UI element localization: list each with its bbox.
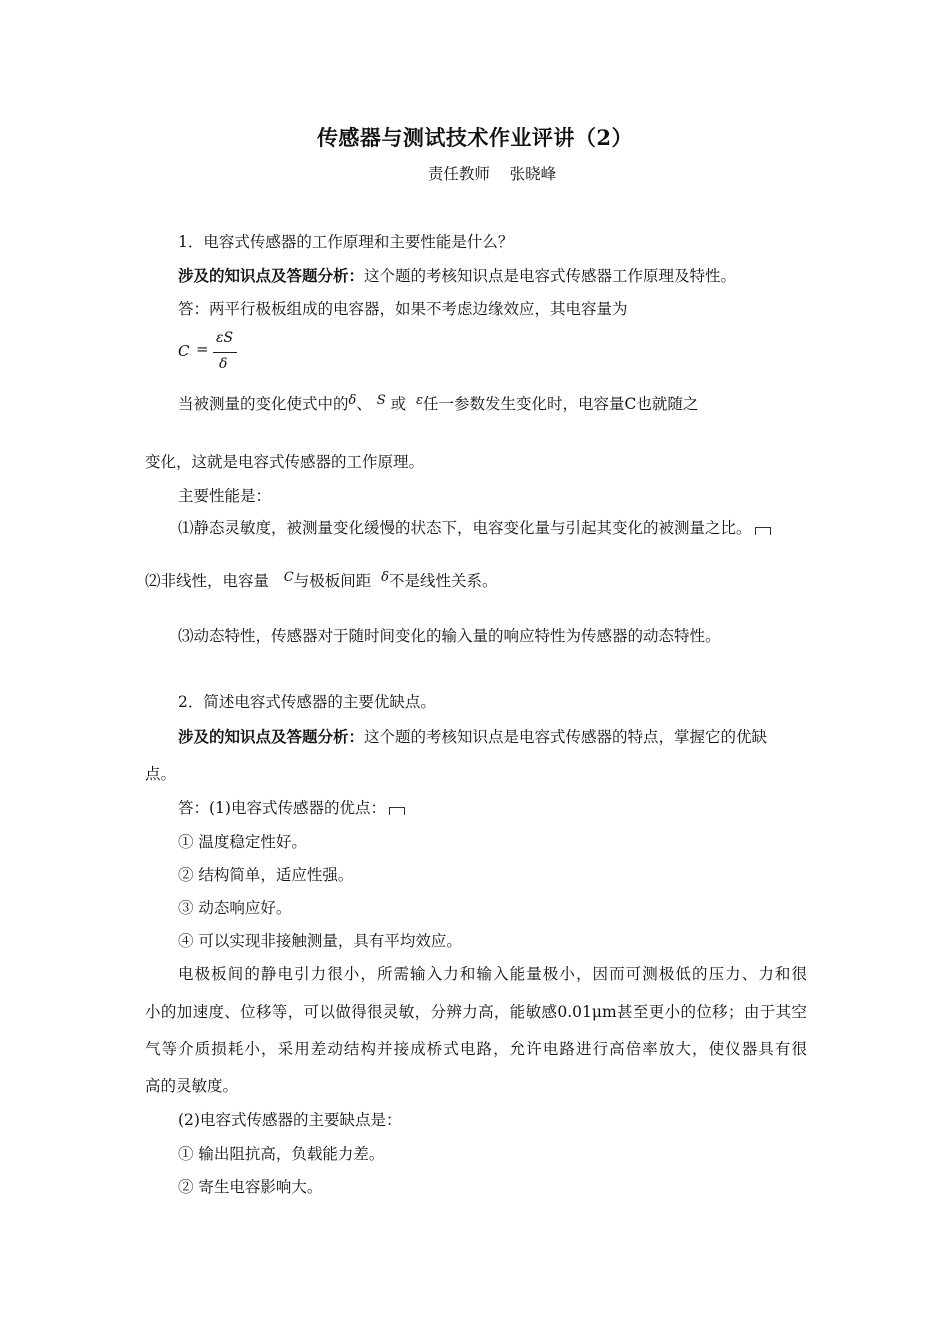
q1-analysis-text: 这个题的考核知识点是电容式传感器工作原理及特性。 [364, 267, 737, 285]
principle-text-3: 或 [390, 395, 407, 413]
formula-equals: = [196, 340, 209, 358]
principle-text-1: 当被测量的变化使式中的 [178, 395, 349, 413]
q2-dis-2: ② 寄生电容影响大。 [178, 1178, 323, 1196]
q2-question: 2．简述电容式传感器的主要优缺点。 [178, 693, 436, 711]
q2-para-line-2: 小的加速度、位移等，可以做得很灵敏，分辨力高，能敏感0.01μm甚至更小的位移；由于其空 [145, 1003, 807, 1021]
q2-adv-4: ④ 可以实现非接触测量，具有平均效应。 [178, 932, 462, 950]
q2-adv-1: ① 温度稳定性好。 [178, 833, 307, 851]
q1-perf-2 [145, 571, 497, 593]
symbol-c: C [283, 570, 294, 585]
q1-perf-heading: 主要性能是： [178, 487, 272, 505]
teacher-line [0, 162, 950, 184]
q2-analysis-label: 涉及的知识点及答题分析： [178, 727, 365, 746]
formula-lhs: C [178, 342, 190, 360]
q2-analysis-text-a: 这个题的考核知识点是电容式传感器的特点，掌握它的优缺 [364, 728, 768, 746]
q1-perf-1 [178, 518, 771, 538]
q2-dis-heading: (2)电容式传感器的主要缺点是： [178, 1111, 402, 1129]
perf-2-text-c: 不是线性关系。 [388, 572, 498, 590]
symbol-epsilon: ε [416, 393, 423, 408]
principle-text-4: 任一参数发生变化时，电容量C也就随之 [423, 395, 699, 413]
q1-answer-intro: 答：两平行极板组成的电容器，如果不考虑边缘效应，其电容量为 [178, 300, 628, 318]
teacher-label: 责任教师 [427, 165, 490, 183]
q2-dis-1: ① 输出阻抗高，负载能力差。 [178, 1145, 385, 1163]
symbol-delta-2: δ [381, 570, 389, 585]
q1-analysis-label: 涉及的知识点及答题分析： [178, 266, 365, 285]
q2-adv-2: ② 结构简单，适应性强。 [178, 866, 354, 884]
principle-text-2: 、 [356, 395, 372, 413]
teacher-name: 张晓峰 [509, 165, 557, 183]
perf-2-text-a: ⑵非线性，电容量 [145, 572, 270, 590]
q1-principle-line-b: 变化，这就是电容式传感器的工作原理。 [145, 453, 425, 471]
q1-analysis [178, 266, 736, 286]
q2-analysis-text-b: 点。 [145, 765, 177, 783]
formula-fraction-bar [213, 352, 237, 353]
q2-para-line-3: 气等介质损耗小，采用差动结构并接成桥式电路，允许电路进行高倍率放大，使仪器具有很 [145, 1040, 807, 1058]
q2-analysis [178, 727, 767, 747]
formula-numerator: εS [216, 330, 234, 346]
q2-para-line-1: 电极板间的静电引力很小，所需输入力和输入能量极小，因而可测极低的压力、力和很 [178, 965, 807, 983]
q1-principle-line-a [178, 394, 698, 416]
perf-2-text-b: 与极板间距 [293, 572, 372, 590]
q1-perf-3: ⑶动态特性，传感器对于随时间变化的输入量的响应特性为传感器的动态特性。 [178, 627, 721, 645]
perf-1-text: ⑴静态灵敏度，被测量变化缓慢的状态下，电容变化量与引起其变化的被测量之比。 [178, 519, 752, 537]
paragraph-mark-icon [389, 807, 405, 815]
q2-adv-heading [178, 798, 405, 818]
formula-denominator: δ [219, 356, 228, 372]
page-title: 传感器与测试技术作业评讲（2） [316, 125, 634, 150]
paragraph-mark-icon [755, 527, 771, 535]
q1-question: 1．电容式传感器的工作原理和主要性能是什么？ [178, 233, 514, 251]
q2-adv-3: ③ 动态响应好。 [178, 899, 292, 917]
symbol-s: S [376, 393, 386, 408]
q2-para-line-4: 高的灵敏度。 [145, 1077, 239, 1095]
adv-heading-text: 答：(1)电容式传感器的优点： [178, 799, 386, 817]
symbol-delta: δ [348, 393, 357, 408]
